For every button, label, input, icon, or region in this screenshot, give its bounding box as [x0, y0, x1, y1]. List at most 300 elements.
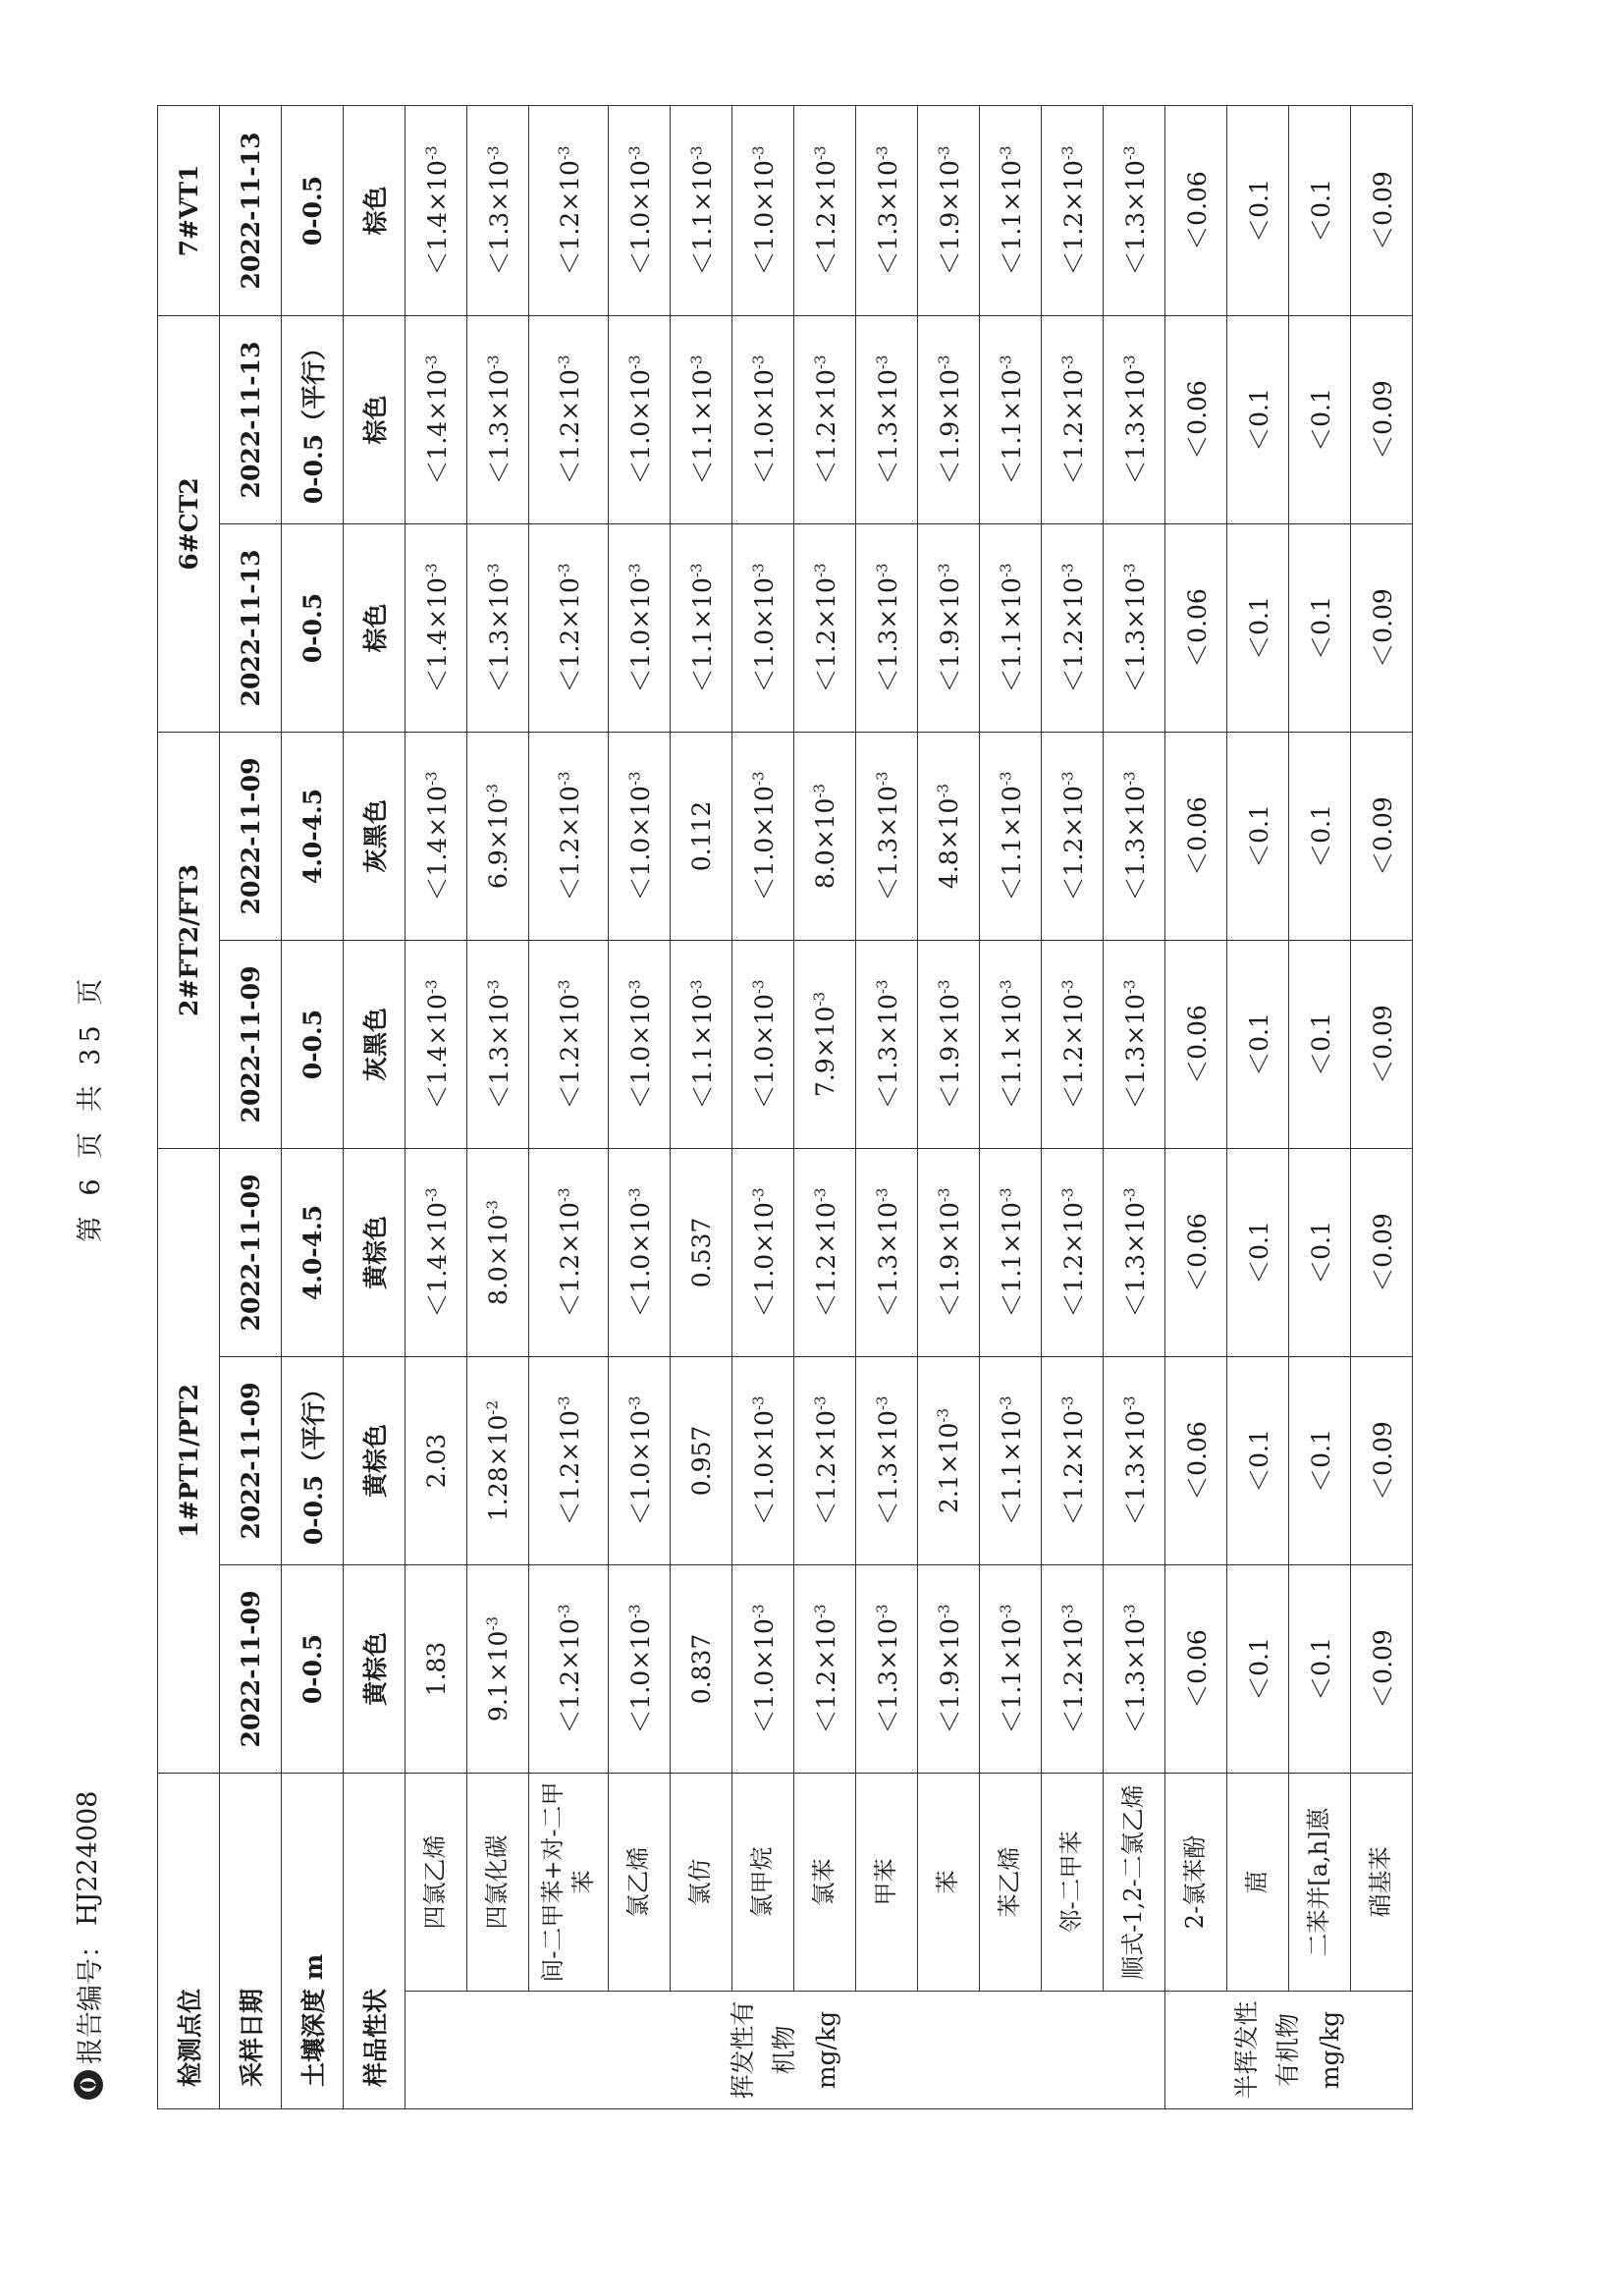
value-text: ＜0.1 — [1307, 1637, 1335, 1701]
value-text: ＜1.1×10 — [998, 1410, 1026, 1526]
sample-depth: 0-0.5 — [282, 523, 344, 732]
value-exponent: -3 — [1058, 771, 1077, 787]
value-exponent: -3 — [873, 1187, 892, 1203]
value-exponent: -3 — [873, 145, 892, 161]
value-cell — [1289, 105, 1351, 315]
value-cell — [1165, 105, 1227, 315]
value-cell — [1165, 315, 1227, 523]
value-text: ＜1.0×10 — [626, 1202, 655, 1318]
value-exponent: -3 — [484, 979, 503, 995]
parameter-name: 氯甲烷 — [732, 1773, 794, 1991]
value-text: ＜1.3×10 — [874, 1618, 902, 1734]
value-text: ＜1.3×10 — [1121, 994, 1150, 1110]
value-exponent: -3 — [997, 563, 1015, 578]
parameter-name: 2-氯苯酚 — [1165, 1773, 1227, 1991]
value-exponent: -3 — [1058, 355, 1077, 370]
value-text: ＜1.4×10 — [423, 786, 452, 902]
value-text: ＜1.9×10 — [936, 577, 964, 693]
value-exponent: -3 — [625, 771, 644, 787]
table-row — [1104, 105, 1165, 2108]
parameter-name: 氯乙烯 — [609, 1773, 671, 1991]
value-text: ＜0.1 — [1307, 596, 1335, 660]
table-row — [1289, 105, 1351, 2108]
value-exponent: -3 — [625, 1395, 644, 1411]
value-exponent: -3 — [810, 783, 829, 798]
value-text: ＜1.3×10 — [874, 577, 902, 693]
value-cell — [1104, 1356, 1165, 1564]
value-text: ＜0.09 — [1369, 1629, 1397, 1709]
value-cell — [1289, 1356, 1351, 1564]
value-text: ＜1.1×10 — [688, 994, 717, 1110]
point-group-header: 7#VT1 — [158, 105, 220, 315]
value-text: ＜1.2×10 — [1059, 786, 1088, 902]
value-text: ＜1.3×10 — [874, 994, 902, 1110]
value-cell — [1351, 732, 1413, 940]
value-text: ＜1.0×10 — [750, 994, 779, 1110]
value-exponent: -3 — [1120, 1395, 1139, 1411]
value-cell — [1165, 1148, 1227, 1356]
value-exponent: -3 — [422, 355, 441, 370]
value-exponent: -3 — [483, 1199, 502, 1215]
value-cell — [529, 105, 609, 315]
value-cell — [794, 315, 856, 523]
value-exponent: -3 — [810, 991, 829, 1007]
value-cell — [1104, 732, 1165, 940]
value-exponent: -3 — [625, 979, 644, 995]
date-row — [220, 105, 282, 2108]
sample-date: 2022-11-13 — [220, 105, 282, 315]
value-cell — [856, 523, 918, 732]
value-cell — [1289, 1148, 1351, 1356]
point-group-header: 1#PT1/PT2 — [158, 1148, 220, 1773]
category-cell: 挥发性有机物 mg/kg — [406, 1992, 1165, 2109]
value-cell — [1289, 732, 1351, 940]
value-text: ＜0.06 — [1183, 171, 1212, 250]
value-text: ＜1.2×10 — [556, 160, 584, 276]
value-exponent: -3 — [1058, 1187, 1077, 1203]
sample-property: 灰黑色 — [344, 940, 406, 1148]
value-text: ＜0.1 — [1245, 1429, 1273, 1493]
value-text: ＜0.09 — [1369, 1005, 1397, 1084]
value-cell — [856, 1356, 918, 1564]
value-cell — [794, 1148, 856, 1356]
value-cell — [467, 940, 529, 1148]
value-exponent: -3 — [687, 563, 706, 578]
value-exponent: -3 — [422, 1187, 441, 1203]
value-cell — [980, 105, 1042, 315]
value-cell — [1165, 523, 1227, 732]
value-cell — [1351, 1148, 1413, 1356]
value-exponent: -3 — [422, 145, 441, 161]
value-text: 7.9×10 — [810, 1006, 839, 1098]
sample-date: 2022-11-09 — [220, 1564, 282, 1773]
value-cell — [1042, 523, 1104, 732]
value-text: 9.1×10 — [483, 1630, 513, 1722]
value-exponent: -3 — [555, 1395, 573, 1411]
value-exponent: -3 — [749, 563, 768, 578]
value-text: ＜1.0×10 — [626, 577, 655, 693]
value-text: ＜1.4×10 — [423, 1202, 452, 1318]
value-cell — [609, 732, 671, 940]
value-exponent: -3 — [997, 1395, 1015, 1411]
value-text: ＜1.3×10 — [1121, 786, 1150, 902]
sample-depth: 0-0.5 — [282, 105, 344, 315]
value-exponent: -3 — [483, 1615, 502, 1631]
value-text: ＜0.1 — [1307, 179, 1335, 243]
value-exponent: -3 — [1120, 563, 1139, 578]
value-exponent: -3 — [555, 145, 573, 161]
value-cell — [467, 523, 529, 732]
value-cell — [406, 105, 467, 315]
value-text: ＜0.09 — [1369, 796, 1397, 876]
value-cell — [1351, 315, 1413, 523]
sample-depth: 0-0.5 — [282, 940, 344, 1148]
value-cell — [406, 732, 467, 940]
value-text: ＜1.0×10 — [626, 160, 655, 276]
parameter-name: 䓛 — [1227, 1773, 1289, 1991]
value-exponent: -3 — [484, 145, 503, 161]
value-exponent: -3 — [811, 563, 830, 578]
value-text: ＜1.2×10 — [556, 1410, 584, 1526]
sample-property: 棕色 — [344, 105, 406, 315]
value-cell — [671, 1148, 732, 1356]
value-cell — [980, 523, 1042, 732]
value-exponent: -3 — [555, 1604, 573, 1619]
value-text: ＜0.1 — [1307, 1221, 1335, 1285]
value-cell — [1165, 732, 1227, 940]
value-text: 1.83 — [421, 1641, 451, 1697]
value-text: ＜0.09 — [1369, 380, 1397, 460]
sample-property: 棕色 — [344, 315, 406, 523]
value-text: ＜1.0×10 — [750, 369, 779, 485]
value-cell — [856, 315, 918, 523]
table-row — [609, 105, 671, 2108]
value-exponent: -3 — [935, 1187, 953, 1203]
value-text: ＜1.2×10 — [812, 1202, 840, 1318]
value-text: ＜0.06 — [1183, 1213, 1212, 1292]
value-cell — [980, 1564, 1042, 1773]
value-cell — [406, 1148, 467, 1356]
value-cell — [732, 940, 794, 1148]
value-cell — [732, 315, 794, 523]
sample-property: 黄棕色 — [344, 1148, 406, 1356]
value-text: ＜1.1×10 — [998, 786, 1026, 902]
value-exponent: -3 — [873, 979, 892, 995]
report-number-label: 报告编号： — [76, 1932, 106, 2064]
value-text: ＜1.2×10 — [812, 160, 840, 276]
value-exponent: -3 — [997, 355, 1015, 370]
sample-depth: 4.0-4.5 — [282, 732, 344, 940]
value-text: 2.03 — [421, 1433, 451, 1489]
value-cell — [856, 940, 918, 1148]
value-cell — [1104, 1564, 1165, 1773]
value-text: 8.0×10 — [810, 797, 839, 890]
sample-property: 灰黑色 — [344, 732, 406, 940]
value-exponent: -3 — [555, 979, 573, 995]
value-text: ＜1.2×10 — [556, 1202, 584, 1318]
value-text: ＜1.2×10 — [556, 1618, 584, 1734]
value-text: ＜1.1×10 — [998, 160, 1026, 276]
parameter-name: 间-二甲苯+对-二甲苯 — [529, 1773, 609, 1991]
value-cell — [671, 1564, 732, 1773]
value-cell — [918, 1564, 980, 1773]
value-text: ＜1.0×10 — [750, 1410, 779, 1526]
value-cell — [732, 1356, 794, 1564]
value-exponent: -3 — [555, 1187, 573, 1203]
value-text: ＜1.1×10 — [998, 1202, 1026, 1318]
value-text: ＜0.06 — [1183, 1421, 1212, 1501]
value-exponent: -3 — [935, 355, 953, 370]
value-text: ＜1.1×10 — [998, 369, 1026, 485]
value-exponent: -3 — [935, 1604, 953, 1619]
value-cell — [1042, 1148, 1104, 1356]
value-cell — [609, 1564, 671, 1773]
value-exponent: -3 — [1058, 1395, 1077, 1411]
value-text: ＜0.1 — [1245, 1637, 1273, 1701]
value-text: ＜1.3×10 — [485, 369, 514, 485]
value-exponent: -3 — [1120, 979, 1139, 995]
value-text: 2.1×10 — [934, 1422, 963, 1514]
value-text: ＜1.2×10 — [812, 369, 840, 485]
value-text: ＜1.3×10 — [1121, 160, 1150, 276]
table-row — [918, 105, 980, 2108]
value-cell — [1165, 1356, 1227, 1564]
value-exponent: -3 — [749, 145, 768, 161]
value-text: ＜1.1×10 — [998, 1618, 1026, 1734]
value-cell — [467, 1564, 529, 1773]
value-cell — [794, 1564, 856, 1773]
value-exponent: -3 — [997, 771, 1015, 787]
value-cell — [609, 940, 671, 1148]
value-cell — [1042, 1356, 1104, 1564]
value-cell — [1351, 1564, 1413, 1773]
value-cell — [918, 940, 980, 1148]
value-text: ＜1.4×10 — [423, 577, 452, 693]
value-cell — [1227, 940, 1289, 1148]
value-text: ＜1.0×10 — [750, 1202, 779, 1318]
value-text: ＜1.3×10 — [485, 577, 514, 693]
value-cell — [856, 1564, 918, 1773]
value-exponent: -3 — [997, 145, 1015, 161]
value-exponent: -3 — [873, 1604, 892, 1619]
value-cell — [1227, 732, 1289, 940]
value-exponent: -3 — [811, 355, 830, 370]
sample-date: 2022-11-13 — [220, 315, 282, 523]
value-cell — [467, 315, 529, 523]
value-text: ＜0.1 — [1245, 1221, 1273, 1285]
value-text: ＜0.1 — [1245, 179, 1273, 243]
point-row — [158, 105, 220, 2108]
table-row — [856, 105, 918, 2108]
value-cell — [1351, 940, 1413, 1148]
value-cell — [406, 1356, 467, 1564]
value-text: ＜0.1 — [1307, 804, 1335, 868]
table-row — [1351, 105, 1413, 2108]
value-exponent: -3 — [555, 563, 573, 578]
value-text: ＜1.2×10 — [556, 369, 584, 485]
value-exponent: -3 — [625, 1187, 644, 1203]
value-cell — [1351, 105, 1413, 315]
value-text: ＜1.2×10 — [812, 1410, 840, 1526]
value-exponent: -3 — [811, 1187, 830, 1203]
value-text: ＜0.06 — [1183, 380, 1212, 460]
value-cell — [794, 732, 856, 940]
parameter-name: 四氯化碳 — [467, 1773, 529, 1991]
value-cell — [529, 1564, 609, 1773]
value-text: ＜0.1 — [1245, 388, 1273, 452]
parameter-name: 硝基苯 — [1351, 1773, 1413, 1991]
value-exponent: -3 — [811, 1604, 830, 1619]
value-exponent: -3 — [625, 1604, 644, 1619]
value-cell — [794, 523, 856, 732]
value-cell — [529, 940, 609, 1148]
table-row — [980, 105, 1042, 2108]
sample-property: 棕色 — [344, 523, 406, 732]
table-row — [732, 105, 794, 2108]
value-text: 0.837 — [686, 1633, 716, 1705]
value-cell — [918, 732, 980, 940]
value-exponent: -3 — [555, 771, 573, 787]
sample-depth: 0-0.5 — [282, 1564, 344, 1773]
value-cell — [1227, 523, 1289, 732]
value-exponent: -3 — [1058, 563, 1077, 578]
sample-date: 2022-11-09 — [220, 732, 282, 940]
value-cell — [794, 105, 856, 315]
value-exponent: -3 — [997, 1604, 1015, 1619]
value-text: ＜1.0×10 — [750, 786, 779, 902]
value-exponent: -3 — [1120, 355, 1139, 370]
sample-depth: 0-0.5（平行） — [282, 1356, 344, 1564]
value-text: ＜0.1 — [1307, 388, 1335, 452]
value-exponent: -3 — [687, 979, 706, 995]
value-cell — [671, 315, 732, 523]
value-exponent: -3 — [625, 355, 644, 370]
value-exponent: -3 — [749, 1187, 768, 1203]
value-exponent: -3 — [749, 771, 768, 787]
value-exponent: -3 — [873, 563, 892, 578]
company-logo-icon: () — [74, 2070, 103, 2100]
value-cell — [529, 315, 609, 523]
value-exponent: -3 — [422, 979, 441, 995]
value-cell — [467, 1356, 529, 1564]
value-text: ＜1.2×10 — [1059, 160, 1088, 276]
value-exponent: -2 — [483, 1399, 502, 1415]
value-exponent: -3 — [555, 355, 573, 370]
value-text: 1.28×10 — [483, 1414, 513, 1522]
value-exponent: -3 — [811, 145, 830, 161]
value-exponent: -3 — [1120, 1604, 1139, 1619]
value-cell — [1227, 105, 1289, 315]
value-cell — [671, 1356, 732, 1564]
value-cell — [467, 1148, 529, 1356]
value-cell — [794, 940, 856, 1148]
value-text: ＜1.3×10 — [485, 994, 514, 1110]
value-cell — [1042, 105, 1104, 315]
report-number: HJ224008 — [73, 1790, 103, 1926]
parameter-name: 四氯乙烯 — [406, 1773, 467, 1991]
value-cell — [671, 940, 732, 1148]
parameter-name: 二苯并[a,h]蒽 — [1289, 1773, 1351, 1991]
value-exponent: -3 — [422, 563, 441, 578]
value-exponent: -3 — [1058, 145, 1077, 161]
value-text: ＜1.9×10 — [936, 160, 964, 276]
value-cell — [609, 1148, 671, 1356]
value-cell — [1042, 732, 1104, 940]
value-text: ＜1.4×10 — [423, 369, 452, 485]
value-cell — [918, 105, 980, 315]
value-cell — [529, 732, 609, 940]
parameter-name: 苯 — [918, 1773, 980, 1991]
value-exponent: -3 — [484, 355, 503, 370]
value-cell — [1289, 940, 1351, 1148]
value-text: ＜1.3×10 — [1121, 1618, 1150, 1734]
value-cell — [1104, 940, 1165, 1148]
value-cell — [732, 1148, 794, 1356]
value-text: ＜0.1 — [1245, 1012, 1273, 1076]
value-exponent: -3 — [811, 1395, 830, 1411]
value-text: ＜0.09 — [1369, 171, 1397, 250]
property-row — [344, 105, 406, 2108]
value-exponent: -3 — [687, 355, 706, 370]
value-exponent: -3 — [997, 1187, 1015, 1203]
value-text: ＜1.9×10 — [936, 994, 964, 1110]
value-text: ＜1.3×10 — [1121, 369, 1150, 485]
value-text: ＜1.0×10 — [750, 577, 779, 693]
value-cell — [918, 523, 980, 732]
value-text: ＜1.2×10 — [1059, 369, 1088, 485]
date-label: 采样日期 — [220, 1773, 282, 2108]
value-exponent: -3 — [935, 145, 953, 161]
value-text: ＜0.1 — [1245, 596, 1273, 660]
value-cell — [794, 1356, 856, 1564]
table-row — [794, 105, 856, 2108]
value-cell — [1165, 940, 1227, 1148]
value-exponent: -3 — [483, 783, 502, 798]
parameter-name: 氯仿 — [671, 1773, 732, 1991]
table-row — [671, 105, 732, 2108]
value-cell — [1289, 523, 1351, 732]
value-text: ＜1.1×10 — [998, 577, 1026, 693]
value-cell — [1351, 1356, 1413, 1564]
value-exponent: -3 — [935, 979, 953, 995]
value-text: ＜0.09 — [1369, 1213, 1397, 1292]
value-cell — [406, 1564, 467, 1773]
value-text: ＜1.3×10 — [1121, 577, 1150, 693]
value-cell — [1289, 1564, 1351, 1773]
value-cell — [529, 1356, 609, 1564]
sample-property: 黄棕色 — [344, 1564, 406, 1773]
value-cell — [980, 1356, 1042, 1564]
point-group-header: 6#CT2 — [158, 315, 220, 732]
value-text: ＜0.1 — [1307, 1012, 1335, 1076]
value-text: ＜1.1×10 — [688, 577, 717, 693]
value-cell — [1227, 1148, 1289, 1356]
value-text: ＜1.2×10 — [1059, 1410, 1088, 1526]
value-text: ＜1.0×10 — [626, 786, 655, 902]
value-cell — [1351, 523, 1413, 732]
value-exponent: -3 — [749, 1395, 768, 1411]
value-cell — [980, 732, 1042, 940]
value-text: ＜1.3×10 — [874, 1410, 902, 1526]
value-cell — [1042, 940, 1104, 1148]
table-row — [467, 105, 529, 2108]
sample-date: 2022-11-09 — [220, 1148, 282, 1356]
value-cell — [406, 315, 467, 523]
value-text: ＜1.3×10 — [1121, 1202, 1150, 1318]
value-text: ＜1.0×10 — [626, 1410, 655, 1526]
value-cell — [529, 523, 609, 732]
value-cell — [1165, 1564, 1227, 1773]
